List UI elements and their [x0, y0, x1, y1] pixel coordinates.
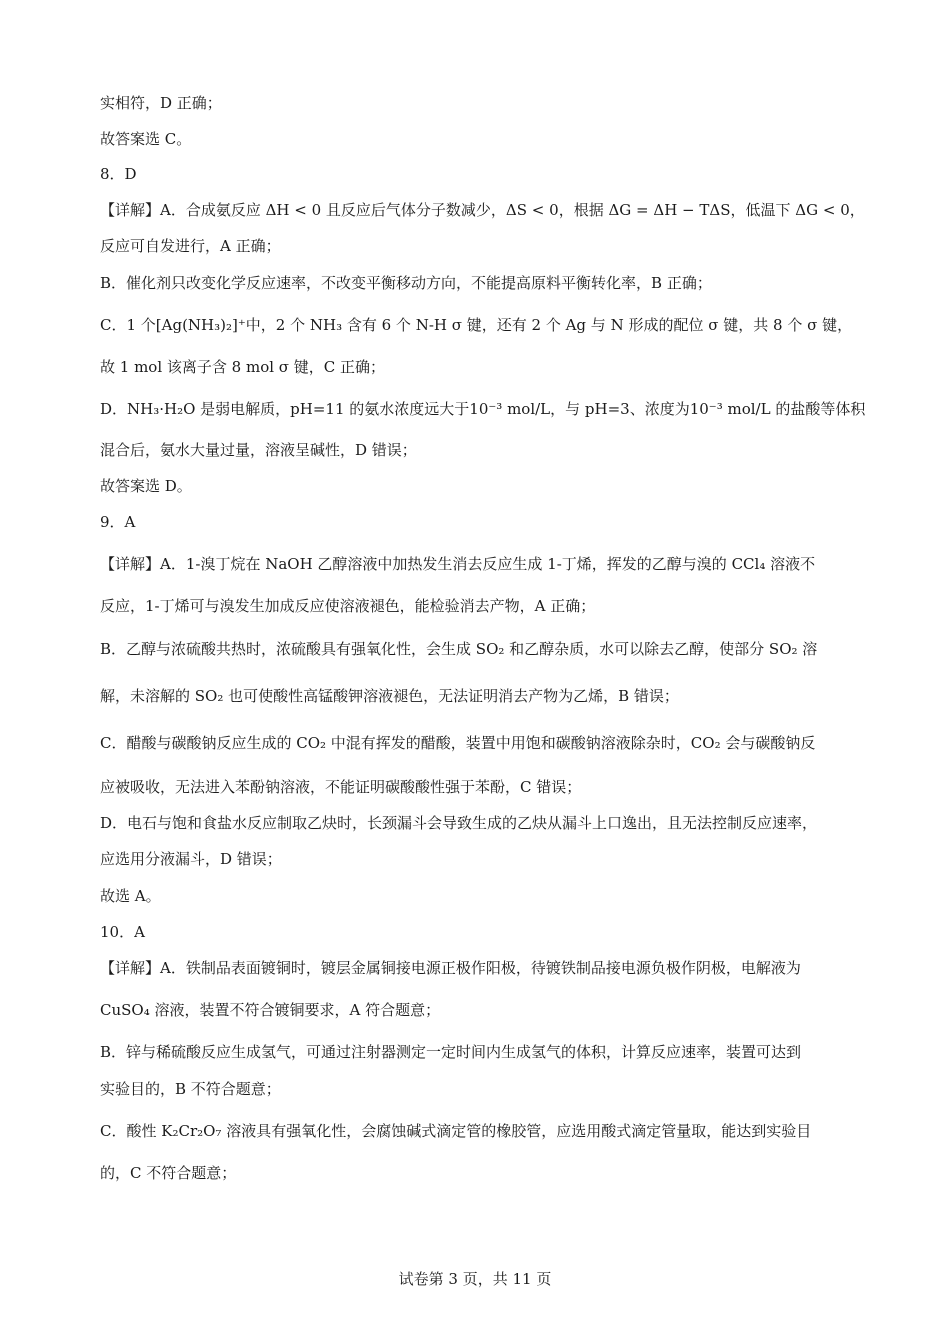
text-line: B．催化剂只改变化学反应速率，不改变平衡移动方向，不能提高原料平衡转化率，B 正确； [100, 274, 712, 292]
text-line: C．1 个[Ag(NH₃)₂]⁺中，2 个 NH₃ 含有 6 个 N-H σ 键，还有 2 个 Ag 与 N 形成的配位 σ 键，共 8 个 σ 键， [100, 316, 853, 334]
page-footer: 试卷第 3 页，共 11 页 [398, 1270, 552, 1288]
text-line: 实验目的，B 不符合题意； [100, 1080, 281, 1098]
text-line: C．醋酸与碳酸钠反应生成的 CO₂ 中混有挥发的醋酸，装置中用饱和碳酸钠溶液除杂时，CO₂ 会与碳酸钠反 [100, 734, 816, 752]
text-line: D．电石与饱和食盐水反应制取乙炔时，长颈漏斗会导致生成的乙炔从漏斗上口逸出，且无法控制反应速率， [100, 814, 818, 832]
text-line: 混合后，氨水大量过量，溶液呈碱性，D 错误； [100, 441, 417, 459]
text-line: B．乙醇与浓硫酸共热时，浓硫酸具有强氧化性，会生成 SO₂ 和乙醇杂质，水可以除去乙醇，使部分 SO₂ 溶 [100, 640, 818, 658]
text-line: B．锌与稀硫酸反应生成氢气，可通过注射器测定一定时间内生成氢气的体积，计算反应速率，装置可达到 [100, 1043, 802, 1061]
text-line: D．NH₃·H₂O 是弱电解质，pH=11 的氨水浓度远大于10⁻³ mol/L，与 pH=3、浓度为10⁻³ mol/L 的盐酸等体积 [100, 400, 866, 418]
text-line: 应选用分液漏斗，D 错误； [100, 850, 282, 868]
text-line: 的，C 不符合题意； [100, 1164, 237, 1182]
text-line: 故答案选 C。 [100, 130, 192, 148]
question-number: 9．A [100, 513, 136, 531]
text-line: 反应，1-丁烯可与溴发生加成反应使溶液褪色，能检验消去产物，A 正确； [100, 597, 596, 615]
text-line: 故 1 mol 该离子含 8 mol σ 键，C 正确； [100, 358, 386, 376]
text-line: 解，未溶解的 SO₂ 也可使酸性高锰酸钾溶液褪色，无法证明消去产物为乙烯，B 错误； [100, 687, 679, 705]
question-number: 10．A [100, 923, 145, 941]
text-line: C．酸性 K₂Cr₂O₇ 溶液具有强氧化性，会腐蚀碱式滴定管的橡胶管，应选用酸式滴定管量取，能达到实验目 [100, 1122, 812, 1140]
text-line: CuSO₄ 溶液，装置不符合镀铜要求，A 符合题意； [100, 1001, 441, 1019]
text-line: 【详解】A．合成氨反应 ΔH < 0 且反应后气体分子数减少，ΔS < 0，根据 ΔG = ΔH − TΔS，低温下 ΔG < 0， [100, 201, 865, 219]
text-line: 应被吸收，无法进入苯酚钠溶液，不能证明碳酸酸性强于苯酚，C 错误； [100, 778, 582, 796]
question-number: 8．D [100, 165, 137, 183]
text-line: 实相符，D 正确； [100, 94, 222, 112]
text-line: 反应可自发进行，A 正确； [100, 237, 281, 255]
text-line: 【详解】A．铁制品表面镀铜时，镀层金属铜接电源正极作阳极，待镀铁制品接电源负极作阴极，电解液为 [100, 959, 801, 977]
text-line: 故答案选 D。 [100, 477, 192, 495]
text-line: 故选 A。 [100, 887, 161, 905]
text-line: 【详解】A．1-溴丁烷在 NaOH 乙醇溶液中加热发生消去反应生成 1-丁烯，挥发的乙醇与溴的 CCl₄ 溶液不 [100, 555, 816, 573]
